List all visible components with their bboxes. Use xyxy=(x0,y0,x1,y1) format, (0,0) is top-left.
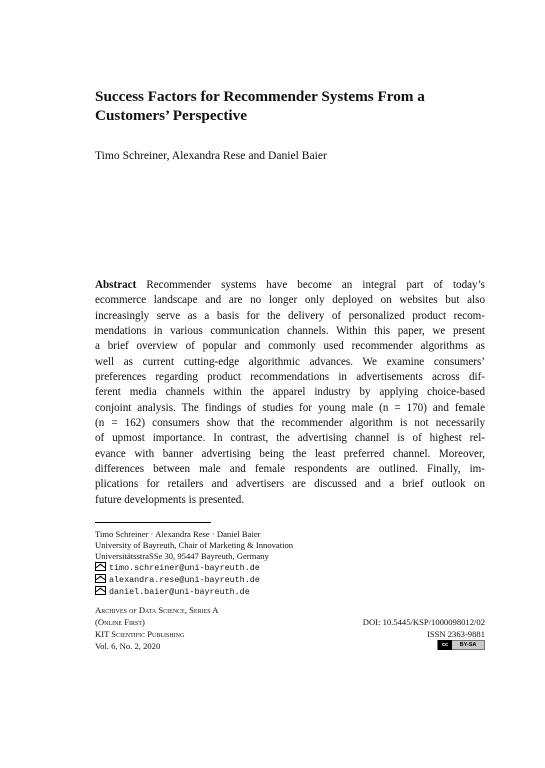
volume: Vol. 6, No. 2, 2020 xyxy=(95,641,161,651)
journal-edition: (Online First) xyxy=(95,617,145,627)
affiliation-names: Timo Schreiner · Alexandra Rese · Daniel Baier xyxy=(95,529,261,539)
journal-name: Archives of Data Science, Series A xyxy=(95,605,219,615)
abstract-line: future developments is presented. xyxy=(95,493,245,506)
doi[interactable]: DOI: 10.5445/KSP/1000098012/02 xyxy=(362,617,485,627)
abstract xyxy=(95,278,485,508)
email-row xyxy=(95,574,485,586)
abstract-line: (n = 162) consumers show that the recommender algorithm is not necessarily xyxy=(95,417,485,430)
cc-license-badge[interactable] xyxy=(437,640,485,650)
email-row xyxy=(95,586,485,598)
email-link[interactable]: daniel.baier@uni-bayreuth.de xyxy=(109,587,250,597)
footnote-rule xyxy=(95,522,211,523)
abstract-line: Abstract Recommender systems have become an integral part of today’s xyxy=(95,279,485,291)
cc-icon: cc xyxy=(438,640,452,650)
abstract-line: differences between male and female respondents are outlined. Finally, im- xyxy=(95,463,485,476)
envelope-icon xyxy=(95,562,106,571)
abstract-line: evance with banner advertising being the least preferred channel. Moreover, xyxy=(95,447,485,460)
envelope-icon xyxy=(95,586,106,595)
email-row xyxy=(95,562,485,574)
abstract-line: ferent media channels within the apparel industry by applying choice-based xyxy=(95,386,485,399)
cc-by-sa-label: BY-SA xyxy=(459,642,477,648)
abstract-line: conjoint analysis. The findings of studies for young male (n = 170) and female xyxy=(95,401,485,414)
abstract-line: plications for retailers and advertisers are discussed and a brief outlook on xyxy=(95,478,485,491)
email-link[interactable]: alexandra.rese@uni-bayreuth.de xyxy=(109,575,260,585)
abstract-line: of upmost importance. In contrast, the advertising channel is of highest rel- xyxy=(95,432,485,445)
publisher: KIT Scientific Publishing xyxy=(95,629,185,639)
abstract-line: increasingly serve as a basis for the delivery of personalized product recom- xyxy=(95,309,485,322)
abstract-heading: Abstract xyxy=(95,279,137,291)
journal-info xyxy=(95,604,485,652)
author-list: Timo Schreiner, Alexandra Rese and Daniel Baier xyxy=(95,149,327,162)
paper-title: Success Factors for Recommender Systems From a Customers’ Perspective xyxy=(95,88,425,124)
email-link[interactable]: timo.schreiner@uni-bayreuth.de xyxy=(109,563,260,573)
affiliation-university: University of Bayreuth, Chair of Marketing & Innovation xyxy=(95,540,294,550)
affiliation-address: UniversitätsstraSSe 30, 95447 Bayreuth, Germany xyxy=(95,551,269,561)
abstract-line: ecommerce landscape and are no longer only deployed on websites but also xyxy=(95,294,485,307)
issn: ISSN 2363-9881 xyxy=(426,629,485,639)
abstract-line: preferences regarding product recommendations in advertisements across dif- xyxy=(95,371,485,384)
abstract-line: a brief overview of popular and commonly used recommender algorithms as xyxy=(95,340,485,353)
envelope-icon xyxy=(95,574,106,583)
affiliation-block xyxy=(95,529,485,598)
abstract-line: well as current cutting-edge algorithmic advances. We examine consumers’ xyxy=(95,355,485,368)
abstract-line: mendations in various communication channels. Within this paper, we present xyxy=(95,325,485,338)
